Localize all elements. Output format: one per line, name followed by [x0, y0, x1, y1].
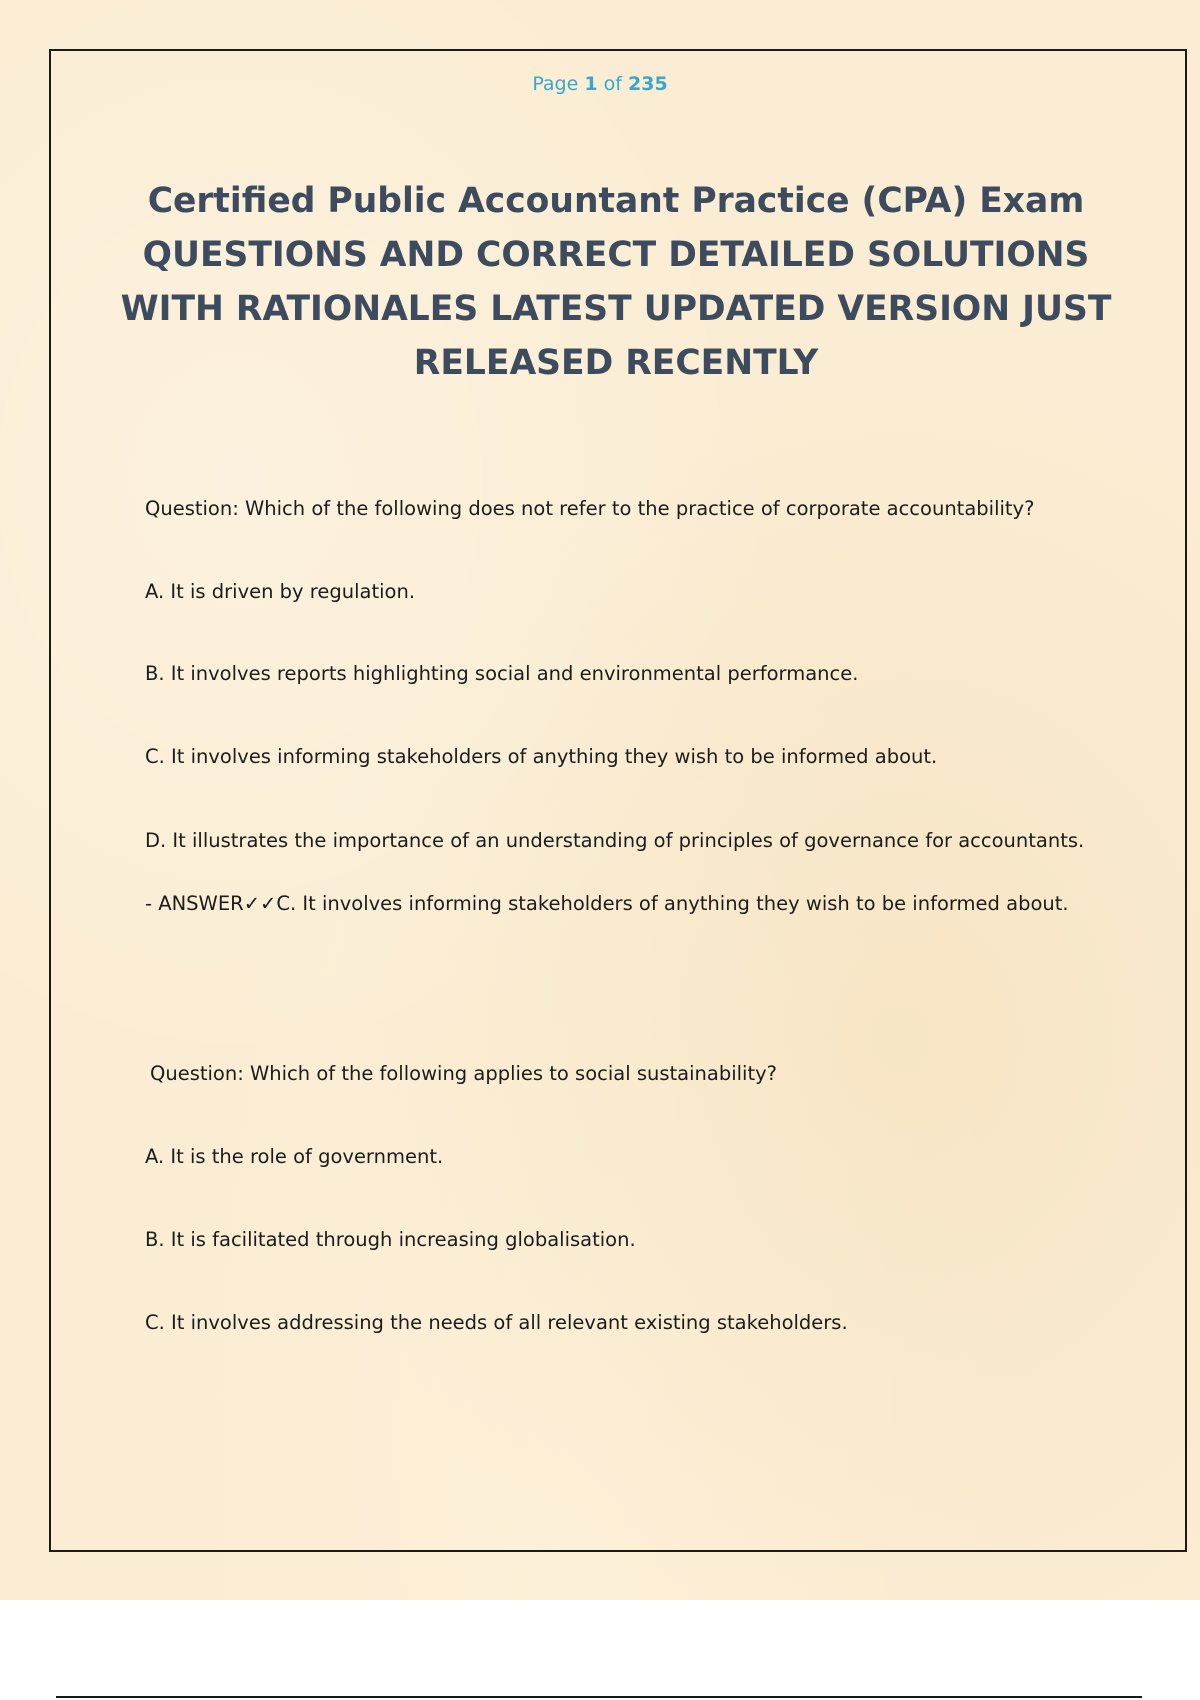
question-2-option-b: B. It is facilitated through increasing globalisation.	[145, 1228, 636, 1251]
question-2-text: Question: Which of the following applies to social sustainability?	[150, 1062, 778, 1085]
question-1-option-a: A. It is driven by regulation.	[145, 580, 416, 603]
page-counter-current: 1	[584, 73, 598, 95]
question-2-option-a: A. It is the role of government.	[145, 1145, 444, 1168]
page-counter	[0, 73, 1200, 95]
page-counter-separator: of	[603, 73, 622, 95]
page-counter-prefix: Page	[532, 73, 579, 95]
question-1-option-c: C. It involves informing stakeholders of anything they wish to be informed about.	[145, 745, 938, 768]
question-2-option-c: C. It involves addressing the needs of all relevant existing stakeholders.	[145, 1311, 848, 1334]
question-1-text: Question: Which of the following does not refer to the practice of corporate accountability?	[145, 497, 1035, 520]
question-1-answer: - ANSWER✓✓C. It involves informing stakeholders of anything they wish to be informed about.	[145, 892, 1069, 915]
page-counter-total: 235	[628, 73, 668, 95]
document-title: Certified Public Accountant Practice (CPA) Exam QUESTIONS AND CORRECT DETAILED SOLUTIONS WITH RATIONALES LATEST UPDATED VERSION JUST RELEASED RECENTLY	[120, 181, 1112, 383]
question-1-option-b: B. It involves reports highlighting social and environmental performance.	[145, 662, 859, 685]
footer-divider	[56, 1696, 1142, 1698]
question-1-option-d: D. It illustrates the importance of an understanding of principles of governance for accountants.	[145, 829, 1085, 852]
